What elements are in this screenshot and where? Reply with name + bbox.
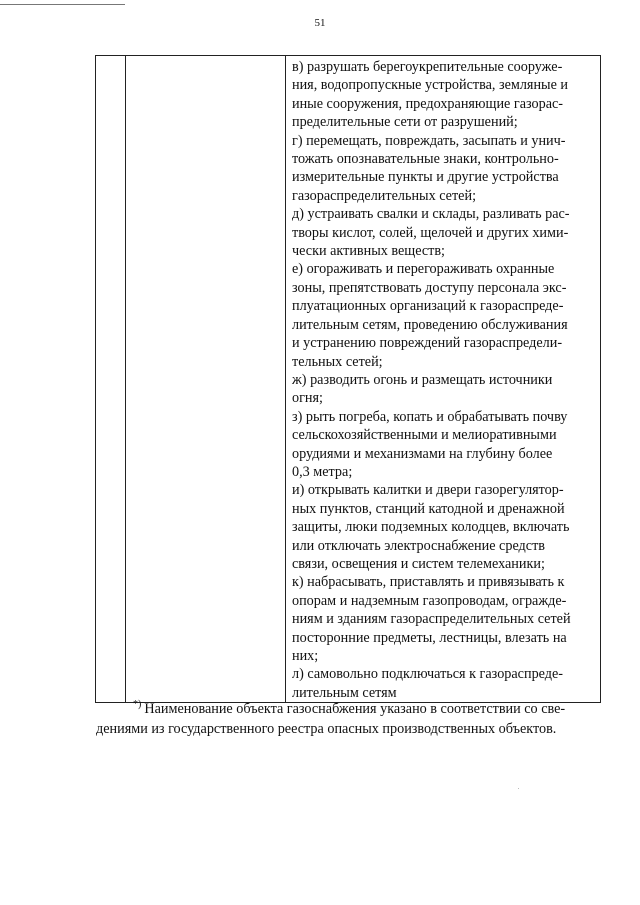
table-text-line: ния, водопропускные устройства, земляные и (292, 77, 569, 94)
footnote (96, 699, 603, 739)
table-row (96, 56, 601, 703)
footnote-line-1 (133, 699, 603, 719)
table-text-line: тожать опознавательные знаки, контрольно- (292, 151, 559, 168)
table-text-line: творы кислот, солей, щелочей и других хими- (292, 224, 569, 241)
table-text-line: и устранению повреждений газораспредели- (292, 335, 563, 352)
table-text-line: 0,3 метра; (292, 463, 353, 480)
table-text-line: чески активных веществ; (292, 243, 446, 260)
table-text-line: орудиями и механизмами на глубину более (292, 445, 553, 462)
table-text-line: к) набрасывать, приставлять и привязывать к (292, 574, 565, 591)
table-text-line: лительным сетям (292, 684, 397, 701)
table-text-line: ниям и зданиям газораспределительных сетей (292, 611, 571, 628)
table-text-line: е) огораживать и перегораживать охранные (292, 261, 555, 278)
table-text-line: сельскохозяйственными и мелиоративными (292, 427, 557, 444)
table-cell-text (286, 56, 601, 703)
table-text-line: газораспределительных сетей; (292, 187, 477, 204)
table-text-line: огня; (292, 390, 323, 407)
table-text-line: пределительные сети от разрушений; (292, 114, 518, 131)
scan-speck (518, 788, 519, 789)
footnote-text-1: Наименование объекта газоснабжения указано в соответствии со све- (144, 701, 566, 717)
table-text-line: и) открывать калитки и двери газорегулятор- (292, 482, 564, 499)
table-cell-empty-1 (96, 56, 126, 703)
table-text-line: плуатационных организаций к газораспреде- (292, 298, 564, 315)
footnote-line-2: дениями из государственного реестра опасных производственных объектов. (96, 721, 557, 737)
table-text-line: в) разрушать берегоукрепительные сооруже- (292, 59, 563, 75)
table-text-line: д) устраивать свалки и склады, разливать рас- (292, 206, 570, 223)
table-cell-empty-2 (126, 56, 286, 703)
table-text-line: з) рыть погреба, копать и обрабатывать почву (292, 408, 568, 425)
table-text-line: иные сооружения, предохраняющие газорас- (292, 95, 564, 112)
table-text-line: л) самовольно подключаться к газораспреде- (292, 666, 564, 683)
footnote-marker: *) (133, 699, 142, 711)
table-text-line: опорам и надземным газопроводам, огражде- (292, 592, 567, 609)
table-text-line: защиты, люки подземных колодцев, включать (292, 519, 570, 536)
table-text-line: них; (292, 648, 319, 664)
table-text-line: тельных сетей; (292, 353, 383, 370)
table-text-line: лительным сетям, проведению обслуживания (292, 316, 568, 333)
page-number: 51 (314, 17, 326, 29)
table-text-line: ных пунктов, станций катодной и дренажной (292, 500, 565, 517)
table-text-line: г) перемещать, повреждать, засыпать и унич- (292, 132, 566, 149)
table-text-line: ж) разводить огонь и размещать источники (292, 371, 553, 388)
restrictions-table (95, 55, 601, 703)
table-text-line: измерительные пункты и другие устройства (292, 169, 559, 186)
header-rule (0, 4, 125, 5)
restrictions-list (286, 56, 600, 702)
table-text-line: связи, освещения и систем телемеханики; (292, 555, 545, 572)
table-text-line: или отключать электроснабжение средств (292, 537, 545, 554)
table-text-line: зоны, препятствовать доступу персонала экс- (292, 279, 567, 296)
table-text-line: посторонние предметы, лестницы, влезать на (292, 629, 567, 646)
